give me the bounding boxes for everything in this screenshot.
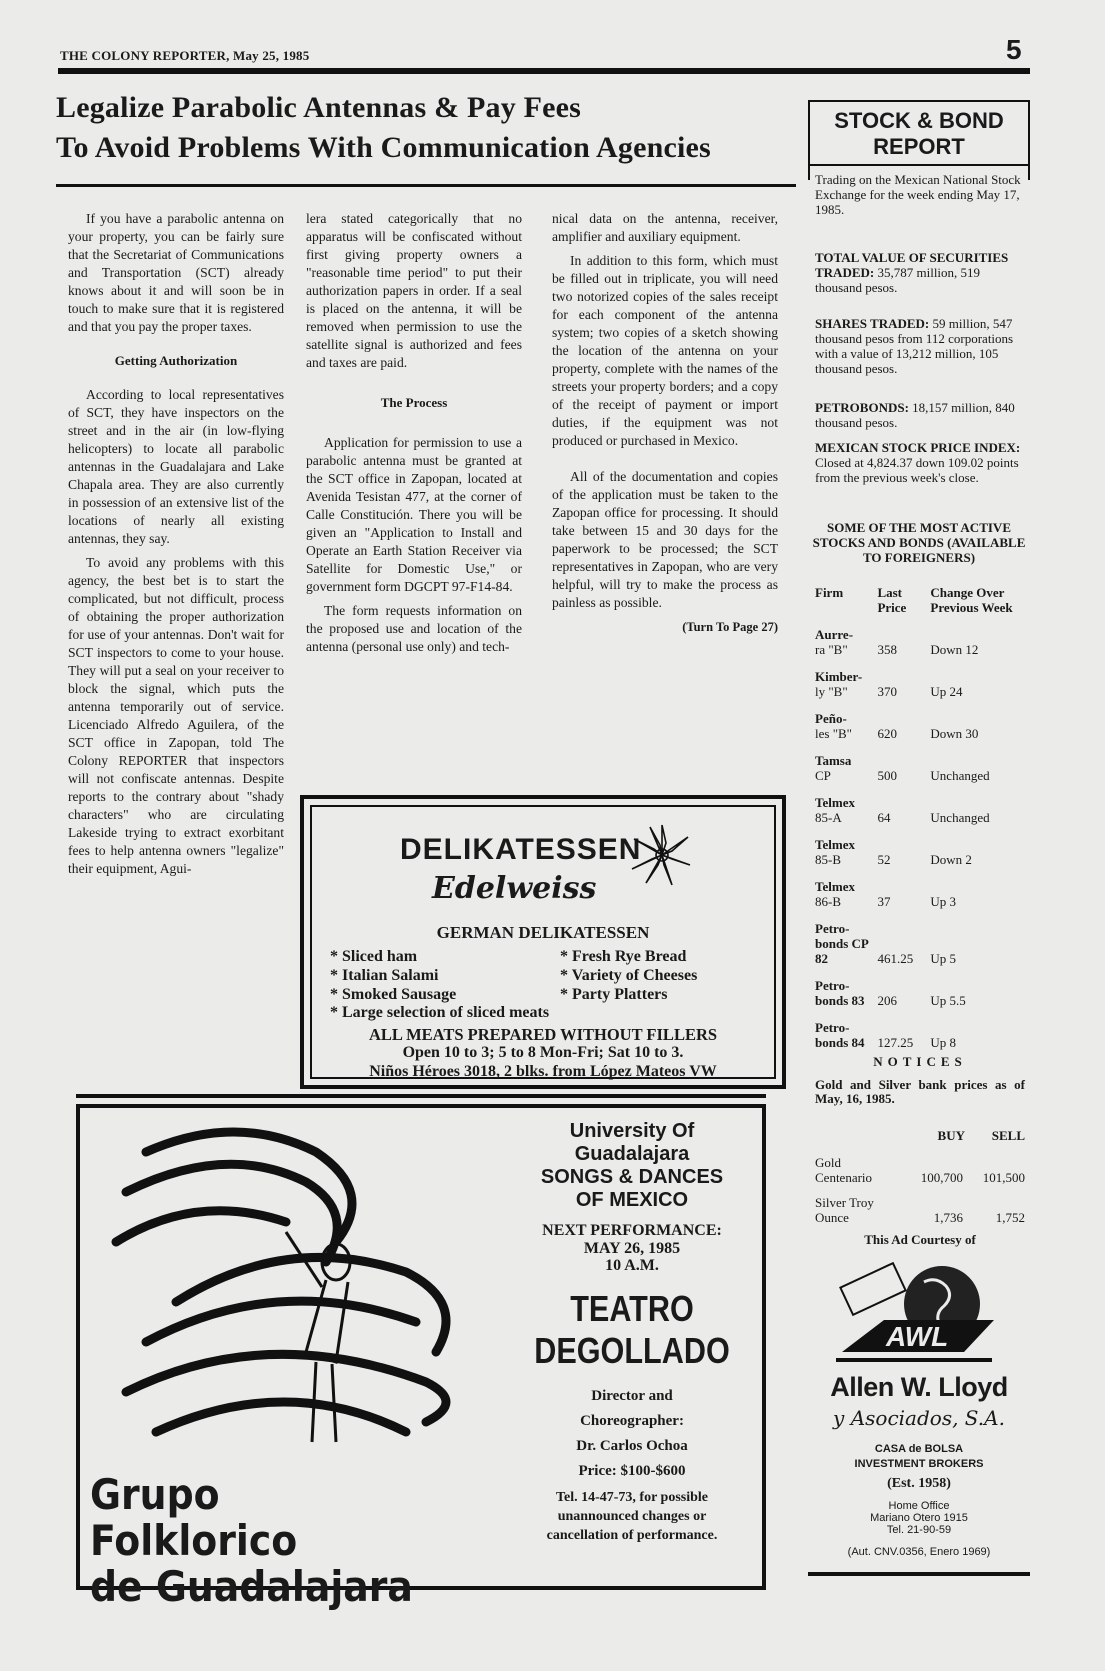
firm-name: Petro-bonds CP 82 (815, 921, 869, 966)
deli-hours: Open 10 to 3; 5 to 8 Mon-Fri; Sat 10 to 3. (402, 1044, 684, 1061)
article-column-2 (306, 210, 522, 662)
price-change: Up 3 (930, 894, 957, 909)
table-row (815, 1155, 1025, 1185)
stock-intro: Trading on the Mexican National Stock Exchange for the week ending May 17, 1985. (815, 172, 1021, 217)
article-paragraph: All of the documentation and copies of the application must be taken to the Zapopan office for processing. It should take between 15 and 30 days for the paperwork to be processed; the SCT representatives in Zapopan, who are very helpful, will try to make the process as painless as possible. (552, 469, 778, 610)
subhead-the-process: The Process (380, 395, 448, 410)
firm-name (815, 879, 877, 909)
firm-name-line-2: 85-B (815, 852, 841, 867)
deli-advertisement (300, 795, 786, 1089)
shares-traded-label: SHARES TRADED: (815, 316, 930, 331)
firm-name-line-1: Telmex (815, 837, 855, 852)
uni-line-4: OF MEXICO (575, 1189, 689, 1211)
folk-ad-details (500, 1120, 764, 1545)
group-name-line-1: Grupo Folklorico (90, 1470, 298, 1565)
masthead-line: THE COLONY REPORTER, May 25, 1985 (60, 48, 310, 63)
turn-to-page: (Turn To Page 27) (682, 620, 778, 634)
deli-item: * Large selection of sliced meats (330, 1004, 550, 1021)
director-line-3: Dr. Carlos Ochoa (576, 1438, 688, 1454)
university-title (500, 1120, 764, 1212)
last-price: 64 (877, 810, 891, 825)
price-change: Up 5.5 (930, 993, 966, 1008)
total-value-amount: 35,787 million, 519 thousand pesos. (815, 265, 981, 295)
shares-traded-amount: 59 million, 547 thousand pesos from 112 corporations with a value of 13,212 million, 105 thousand pesos. (815, 316, 1014, 376)
total-value-traded (815, 250, 1025, 295)
office-line-1: Home Office (888, 1500, 950, 1512)
active-stocks-table (815, 585, 1025, 1062)
firm-name: Petro-bonds 83 (815, 978, 865, 1008)
table-row (815, 879, 1025, 909)
table-row (815, 753, 1025, 783)
sell-price: 1,752 (995, 1210, 1025, 1225)
awl-globe-logo (824, 1256, 1014, 1374)
venue-name (520, 1288, 744, 1372)
price-change: Down 2 (930, 852, 972, 867)
petrobonds-amount: 18,157 million, 840 thousand pesos. (815, 400, 1015, 430)
firm-name (815, 795, 877, 825)
last-price: 52 (877, 852, 891, 867)
deli-address: Niños Héroes 3018, 2 blks. from López Mateos VW (369, 1063, 717, 1080)
firm-name (815, 837, 877, 867)
price-change: Down 30 (930, 726, 979, 741)
sell-price: 101,500 (982, 1170, 1025, 1185)
firm-name (815, 669, 877, 699)
deli-item-row (330, 947, 770, 966)
table-row (815, 837, 1025, 867)
last-price: 127.25 (877, 1035, 914, 1050)
last-price: 370 (877, 684, 897, 699)
firm-name-line-1: Kimber- (815, 669, 863, 684)
article-column-3 (552, 210, 778, 642)
header-rule (58, 68, 1030, 74)
performance-date (500, 1240, 764, 1274)
group-name-line-2: de Guadalajara (90, 1562, 413, 1611)
last-price: 461.25 (877, 951, 914, 966)
firm-name-line-1: Telmex (815, 795, 855, 810)
last-price: 206 (877, 993, 897, 1008)
total-value-label: TOTAL VALUE OF SECURITIES TRADED: (815, 250, 1009, 280)
price-change: Up 5 (930, 951, 957, 966)
bank-prices-note: Gold and Silver bank prices as of May, 16, 1985. (815, 1077, 1025, 1106)
firm-name-line-2: les "B" (815, 726, 852, 741)
subhead-getting-authorization: Getting Authorization (114, 353, 238, 368)
metal-name: Silver Troy Ounce (815, 1195, 874, 1225)
deli-subtitle: Edelweiss (432, 871, 597, 906)
table-row (815, 627, 1025, 657)
article-paragraph: Application for permission to use a parabolic antenna must be granted at the SCT office in Zapopan, located at Avenida Tesistan 477, at the corner of Calle Constitución. There you will be given an "Application to Install and Operate an Earth Station Receiver via Satellite for Domestic Use," or government form DGCPT 97-F14-84. (306, 435, 522, 594)
firm-name-line-2: CP (815, 768, 831, 783)
deli-title: DELIKATESSEN (400, 833, 642, 866)
price-change: Up 24 (930, 684, 963, 699)
date-line: MAY 26, 1985 (583, 1240, 681, 1257)
col-change: Change Over Previous Week (930, 585, 1013, 615)
awl-established: (Est. 1958) (887, 1476, 951, 1491)
buy-label: BUY (937, 1128, 965, 1143)
article-paragraph: In addition to this form, which must be filled out in triplicate, you will need two notorized copies of the sales receipt for each component of the antenna system; two copies of a sketch showing the location of the antenna on your property, complete with the names of the streets your property borders; and a copy of the receipt of payment or import duties, if the equipment was not produced or purchased in Mexico. (552, 253, 778, 448)
stock-title-line-2: REPORT (873, 134, 965, 159)
last-price: 37 (877, 894, 891, 909)
article-paragraph: To avoid any problems with this agency, the best bet is to start the complicated, but not difficult, process of obtaining the proper authorization for use of your antennas. Don't wait for SCT inspectors to come to your house. They will put a seal on your receiver to block the signal, which puts the antenna temporarily out of service. Licenciado Alfredo Aguilera, of the SCT office in Zapopan, told The Colony REPORTER that inspectors will not confiscate antennas. Despite reports to the contrary about "shady characters" who are circulating Lakeside trying to extract exorbitant fees to help antenna owners "legalize" their equipment, Agui- (68, 555, 284, 876)
deli-items (330, 947, 770, 1004)
director-credit (500, 1384, 764, 1459)
table-row (815, 711, 1025, 741)
shares-traded (815, 316, 1025, 376)
awl-casa-de-bolsa (808, 1442, 1030, 1472)
casa-line-2: INVESTMENT BROKERS (854, 1458, 984, 1470)
table-row (815, 1020, 1025, 1050)
firm-name-line-1: Telmex (815, 879, 855, 894)
firm-name-line-1: Aurre- (815, 627, 854, 642)
firm-name-line-2: ra "B" (815, 642, 848, 657)
awl-company-name: Allen W. Lloyd (830, 1372, 1008, 1402)
deli-item: * Smoked Sausage (330, 986, 457, 1003)
petrobonds-total (815, 400, 1025, 430)
table-row (815, 795, 1025, 825)
ticket-price: Price: $100-$600 (578, 1463, 686, 1479)
uni-line-1: University Of (569, 1120, 695, 1142)
deli-item-row (330, 966, 770, 985)
article-paragraph: nical data on the antenna, receiver, amplifier and auxiliary equipment. (552, 211, 778, 244)
buy-price: 100,700 (920, 1170, 963, 1185)
stock-report-title (808, 108, 1030, 160)
metal-prices-table (815, 1128, 1025, 1235)
office-line-2: Mariano Otero 1915 (870, 1512, 968, 1524)
article-paragraph: According to local representatives of SCT, they have inspectors on the street and in the air (in low-flying helicopters) to locate all parabolic antennas in the Guadalajara and Lake Chapala area. They are also currently in possession of an extensive list of the locations of nearly all existing antennas, they say. (68, 387, 284, 546)
active-stocks-heading: SOME OF THE MOST ACTIVE STOCKS AND BONDS (AVAILABLE TO FOREIGNERS) (812, 520, 1026, 565)
venue-line-2: DEGOLLADO (534, 1330, 730, 1371)
headline-rule (56, 184, 796, 187)
col-last-price: Last Price (877, 585, 907, 615)
deli-item: * Party Platters (560, 986, 668, 1003)
table-header (815, 585, 1025, 615)
table-row (815, 921, 1025, 966)
buy-price: 1,736 (933, 1210, 963, 1225)
contact-telephone (500, 1488, 764, 1545)
next-performance-label: NEXT PERFORMANCE: (542, 1222, 722, 1239)
last-price: 358 (877, 642, 897, 657)
edelweiss-flower-icon (628, 821, 696, 889)
firm-name-line-2: ly "B" (815, 684, 848, 699)
notices-heading: NOTICES (873, 1054, 967, 1069)
sell-label: SELL (991, 1128, 1025, 1143)
deli-tagline: ALL MEATS PREPARED WITHOUT FILLERS (368, 1025, 718, 1044)
table-row (815, 978, 1025, 1008)
folk-ad-top-rule (76, 1094, 766, 1098)
deli-item-row (330, 985, 770, 1004)
awl-associates: y Asociados, S.A. (833, 1406, 1005, 1430)
dancer-illustration (86, 1112, 486, 1472)
firm-name-line-2: 86-B (815, 894, 841, 909)
time-line: 10 A.M. (605, 1257, 659, 1274)
last-price: 500 (877, 768, 897, 783)
office-line-3: Tel. 21-90-59 (886, 1524, 952, 1536)
page-number: 5 (1006, 34, 1022, 65)
tel-line-1: Tel. 14-47-73, for possible (555, 1490, 709, 1505)
deli-item: * Fresh Rye Bread (560, 948, 687, 965)
firm-name (815, 753, 877, 783)
table-body (815, 627, 1025, 1050)
price-change: Unchanged (930, 768, 990, 783)
firm-name: Petro-bonds 84 (815, 1020, 865, 1050)
director-line-2: Choreographer: (580, 1413, 684, 1429)
deli-ad-inner-frame (310, 805, 776, 1079)
stock-title-line-1: STOCK & BOND (834, 108, 1004, 133)
awl-authorization: (Aut. CNV.0356, Enero 1969) (847, 1546, 991, 1558)
headline-line-1: Legalize Parabolic Antennas & Pay Fees (56, 91, 582, 124)
ad-courtesy: This Ad Courtesy of (864, 1232, 976, 1247)
firm-name-line-1: Peño- (815, 711, 847, 726)
headline-line-2: To Avoid Problems With Communication Agencies (56, 131, 711, 164)
stock-title-rule (808, 164, 1030, 166)
petrobonds-label: PETROBONDS: (815, 400, 909, 415)
director-line-1: Director and (591, 1388, 673, 1404)
article-headline (56, 88, 796, 168)
sidebar-bottom-rule (808, 1572, 1030, 1576)
article-column-1 (68, 210, 284, 884)
uni-line-2: Guadalajara (574, 1143, 690, 1165)
awl-badge-text: AWL (886, 1321, 949, 1352)
deli-item: * Sliced ham (330, 948, 418, 965)
table-row (815, 1195, 1025, 1225)
awl-home-office (808, 1500, 1030, 1536)
deli-heading: GERMAN DELIKATESSEN (436, 923, 650, 942)
table-row (815, 669, 1025, 699)
casa-line-1: CASA de BOLSA (874, 1443, 964, 1455)
deli-item: * Variety of Cheeses (560, 967, 698, 984)
uni-line-3: SONGS & DANCES (540, 1166, 724, 1188)
article-paragraph: If you have a parabolic antenna on your property, you can be fairly sure that the Secretariat of Communications and Transportation (SCT) already knows about it and will soon be in touch to make sure that it is registered and that you pay the proper taxes. (68, 211, 284, 334)
firm-name (815, 711, 877, 741)
col-firm: Firm (815, 585, 844, 600)
article-paragraph: lera stated categorically that no apparatus will be confiscated without first giving property owners a "reasonable time period" to put their authorization papers in order. If a seal is placed on the antenna, it will be removed when permission to use the satellite signal is authorized and fees and taxes are paid. (306, 211, 522, 370)
last-price: 620 (877, 726, 897, 741)
firm-name-line-2: 85-A (815, 810, 842, 825)
price-change: Down 12 (930, 642, 979, 657)
metal-prices-header (815, 1128, 1025, 1143)
stock-price-index (815, 440, 1025, 485)
tel-line-2: unannounced changes or (557, 1509, 707, 1524)
price-change: Unchanged (930, 810, 990, 825)
article-paragraph: The form requests information on the proposed use and location of the antenna (personal use only) and tech- (306, 603, 522, 654)
venue-line-1: TEATRO (570, 1288, 694, 1329)
firm-name-line-1: Tamsa (815, 753, 852, 768)
deli-item: * Italian Salami (330, 967, 439, 984)
stock-index-label: MEXICAN STOCK PRICE INDEX: (815, 440, 1021, 455)
tel-line-3: cancellation of performance. (546, 1528, 718, 1543)
price-change: Up 8 (930, 1035, 957, 1050)
stock-index-value: Closed at 4,824.37 down 109.02 points from the previous week's close. (815, 455, 1019, 485)
metal-name: Gold Centenario (815, 1155, 873, 1185)
folk-group-name (90, 1472, 432, 1610)
firm-name (815, 627, 877, 657)
